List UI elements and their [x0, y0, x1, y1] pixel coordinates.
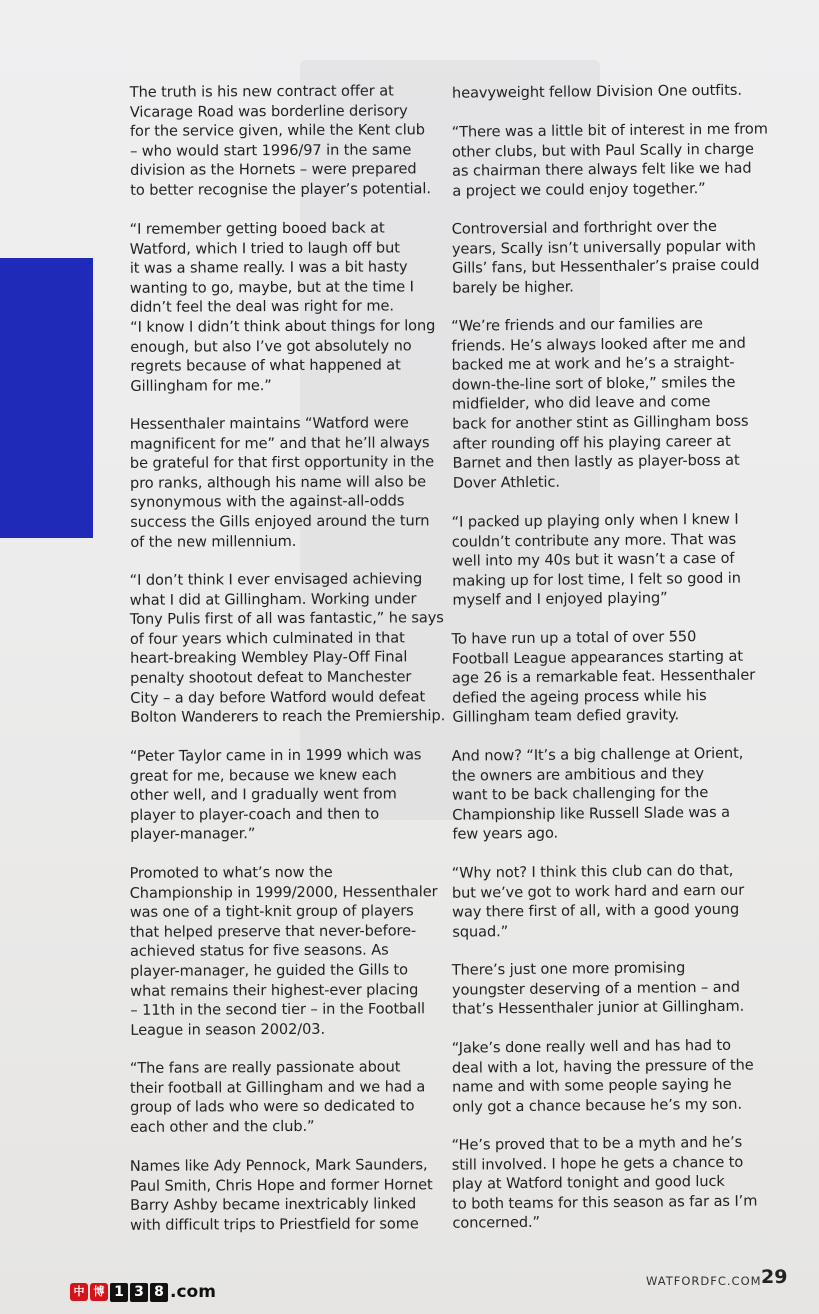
article-left-column: [130, 82, 448, 1253]
paragraph: Controversial and forthright over the years, Scally isn’t universally popular with Gills’ fans, but Hessenthaler’s praise could barely be higher.: [451, 217, 760, 297]
paragraph: “I packed up playing only when I knew I couldn’t contribute any more. That was well into my 40s but it wasn’t a case of making up for lost time, I felt so good in myself and I enjoyed playing”: [451, 510, 741, 609]
watermark-logo: [70, 1282, 216, 1302]
watermark-digit: 1: [110, 1283, 128, 1302]
paragraph: heavyweight fellow Division One outfits.: [451, 81, 742, 102]
accent-color-bar: [0, 258, 93, 538]
article-right-column: [452, 82, 782, 1251]
watermark-badge: 中: [70, 1283, 88, 1301]
paragraph: To have run up a total of over 550 Football League appearances starting at age 26 is a remarkable feat. Hessenthaler defied the ageing process while his Gillingham team defied gravity.: [451, 627, 756, 726]
paragraph: “Peter Taylor came in in 1999 which was great for me, because we knew each other well, and I gradually went from player to player-coach and then to player-manager.”: [129, 746, 422, 844]
watermark-badge: 博: [90, 1283, 108, 1301]
paragraph: Hessenthaler maintains “Watford were magnificent for me” and that he’ll always be grateful for that first opportunity in the pro ranks, although his name will also be synonymous with the against-all-odds success the Gills enjoyed around the turn of the new millennium.: [129, 414, 435, 551]
page-number: 29: [761, 1266, 788, 1288]
paragraph: “He’s proved that to be a myth and he’s still involved. I hope he gets a chance to play at Watford tonight and good luck to both teams for this season as far as I’m concerned.”: [451, 1133, 758, 1233]
paragraph: “The fans are really passionate about their football at Gillingham and we had a group of lads who were so dedicated to each other and the club.”: [129, 1058, 426, 1136]
paragraph: There’s just one more promising youngster deserving of a mention – and that’s Hessenthaler junior at Gillingham.: [451, 959, 745, 1018]
paragraph: “We’re friends and our families are friends. He’s always looked after me and backed me at work and he’s a straight- down-the-line sort of bloke,” smiles the midfielder, who did leave and come back for another stint as Gillingham boss after rounding off his playing career at Barnet and then lastly as player-boss at Dover Athletic.: [451, 315, 749, 492]
paragraph: “There was a little bit of interest in me from other clubs, but with Paul Scally in charge as chairman there always felt like we had a project we could enjoy together.”: [451, 120, 768, 200]
paragraph: The truth is his new contract offer at Vicarage Road was borderline derisory for the service given, while the Kent club – who would start 1996/97 in the same division as the Hornets – were prepared to better recognise the player’s potential.: [129, 82, 431, 199]
paragraph: “I remember getting booed back at Watford, which I tried to laugh off but it was a shame really. I was a bit hasty wanting to go, maybe, but at the time I didn’t feel the deal was right for me. “I know I didn’t think about things for long enough, but also I’ve got absolutely no regrets because of what happened at Gillingham for me.”: [129, 219, 436, 395]
paragraph: And now? “It’s a big challenge at Orient, the owners are ambitious and they want to be back challenging for the Championship like Russell Slade was a few years ago.: [451, 744, 744, 843]
watermark-digit: 8: [150, 1283, 168, 1302]
paragraph: “I don’t think I ever envisaged achieving what I did at Gillingham. Working under Tony Pulis first of all was fantastic,” he says of four years which culminated in that heart-breaking Wembley Play-Off Final penalty shootout defeat to Manchester City – a day before Watford would defeat Bolton Wanderers to reach the Premiership.: [129, 570, 446, 727]
paragraph: “Why not? I think this club can do that, but we’ve got to work hard and earn our way there first of all, with a good young squad.”: [451, 861, 745, 941]
paragraph: Names like Ady Pennock, Mark Saunders, Paul Smith, Chris Hope and former Hornet Barry Ashby became inextricably linked with difficult trips to Priestfield for some: [129, 1155, 433, 1234]
footer-website: WATFORDFC.COM: [646, 1274, 762, 1288]
paragraph: “Jake’s done really well and has had to deal with a lot, having the pressure of the name and with some people saying he only got a chance because he’s my son.: [451, 1036, 754, 1116]
paragraph: Promoted to what’s now the Championship in 1999/2000, Hessenthaler was one of a tight-knit group of players that helped preserve that never-before- achieved status for five seasons. As player-manager, he guided the Gills to what remains their highest-ever placing – 11th in the second tier – in the Football League in season 2002/03.: [129, 863, 438, 1039]
watermark-suffix: .com: [170, 1282, 216, 1302]
watermark-digit: 3: [130, 1283, 148, 1302]
